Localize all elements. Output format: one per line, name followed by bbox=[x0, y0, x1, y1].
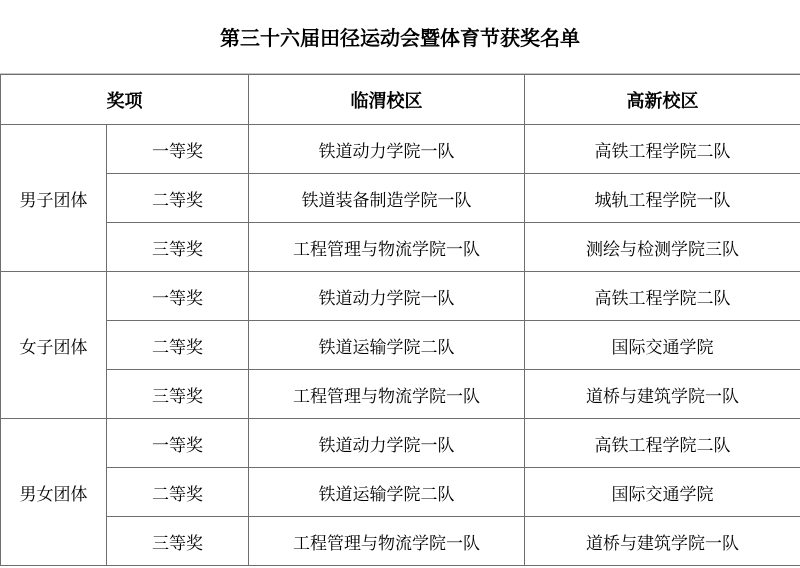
table-row bbox=[1, 272, 800, 321]
header-award: 奖项 bbox=[1, 75, 249, 125]
campus-a-winner: 工程管理与物流学院一队 bbox=[249, 517, 525, 566]
table-row bbox=[1, 321, 800, 370]
campus-a-winner: 工程管理与物流学院一队 bbox=[249, 370, 525, 419]
group-name: 女子团体 bbox=[1, 272, 107, 419]
award-level: 三等奖 bbox=[107, 223, 249, 272]
table-row bbox=[1, 517, 800, 566]
campus-a-winner: 铁道动力学院一队 bbox=[249, 125, 525, 174]
table-row bbox=[1, 419, 800, 468]
campus-b-winner: 高铁工程学院二队 bbox=[525, 272, 800, 321]
award-level: 三等奖 bbox=[107, 517, 249, 566]
header-campus-b: 高新校区 bbox=[525, 75, 800, 125]
page-title: 第三十六届田径运动会暨体育节获奖名单 bbox=[0, 0, 800, 74]
campus-b-winner: 道桥与建筑学院一队 bbox=[525, 517, 800, 566]
awards-table bbox=[0, 74, 800, 566]
award-level: 二等奖 bbox=[107, 321, 249, 370]
header-campus-a: 临渭校区 bbox=[249, 75, 525, 125]
table-header-row bbox=[1, 75, 800, 125]
award-level: 一等奖 bbox=[107, 125, 249, 174]
campus-b-winner: 高铁工程学院二队 bbox=[525, 419, 800, 468]
award-level: 二等奖 bbox=[107, 468, 249, 517]
campus-b-winner: 测绘与检测学院三队 bbox=[525, 223, 800, 272]
table-row bbox=[1, 174, 800, 223]
group-name: 男女团体 bbox=[1, 419, 107, 566]
campus-b-winner: 道桥与建筑学院一队 bbox=[525, 370, 800, 419]
group-name: 男子团体 bbox=[1, 125, 107, 272]
campus-a-winner: 铁道动力学院一队 bbox=[249, 419, 525, 468]
award-level: 一等奖 bbox=[107, 272, 249, 321]
campus-a-winner: 工程管理与物流学院一队 bbox=[249, 223, 525, 272]
campus-a-winner: 铁道运输学院二队 bbox=[249, 321, 525, 370]
award-level: 三等奖 bbox=[107, 370, 249, 419]
table-row bbox=[1, 370, 800, 419]
campus-a-winner: 铁道装备制造学院一队 bbox=[249, 174, 525, 223]
campus-b-winner: 国际交通学院 bbox=[525, 321, 800, 370]
campus-b-winner: 城轨工程学院一队 bbox=[525, 174, 800, 223]
table-row bbox=[1, 468, 800, 517]
table-row bbox=[1, 125, 800, 174]
campus-a-winner: 铁道动力学院一队 bbox=[249, 272, 525, 321]
table-row bbox=[1, 223, 800, 272]
award-level: 二等奖 bbox=[107, 174, 249, 223]
campus-b-winner: 国际交通学院 bbox=[525, 468, 800, 517]
campus-a-winner: 铁道运输学院二队 bbox=[249, 468, 525, 517]
award-level: 一等奖 bbox=[107, 419, 249, 468]
campus-b-winner: 高铁工程学院二队 bbox=[525, 125, 800, 174]
